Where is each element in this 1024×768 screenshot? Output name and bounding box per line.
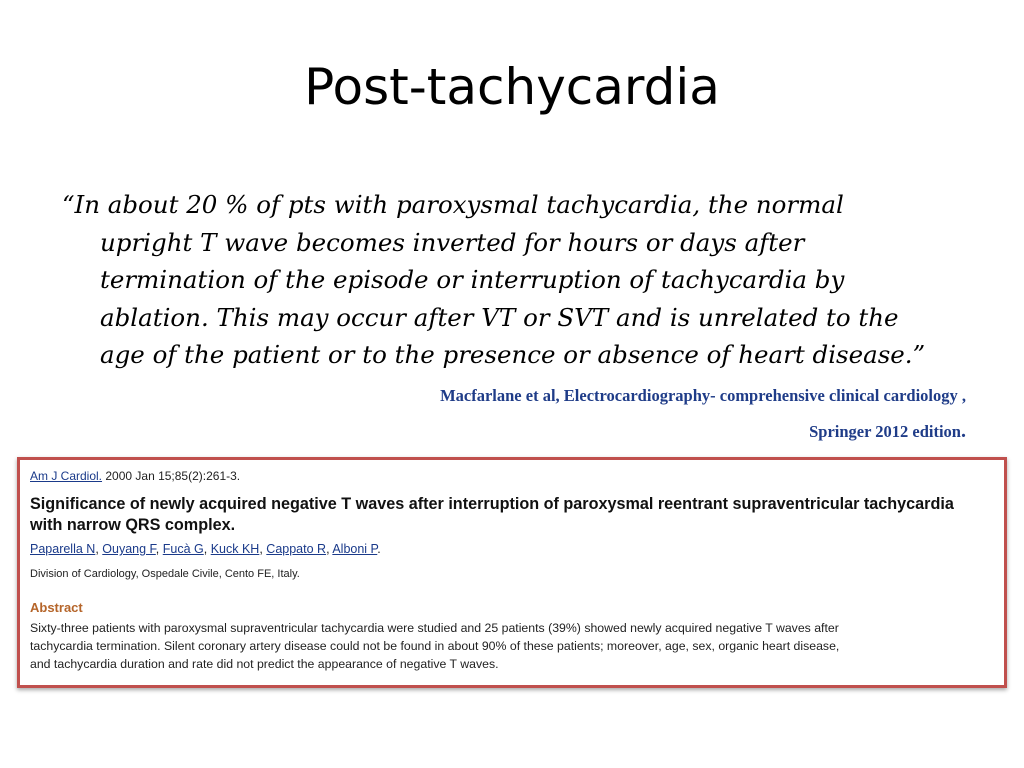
author-list (30, 542, 381, 556)
slide-title: Post-tachycardia (304, 58, 720, 116)
author-separator: , (155, 542, 163, 556)
citation-period: . (961, 420, 966, 442)
citation-line-2 (440, 414, 966, 449)
quote-line: “In about 20 % of pts with paroxysmal tachycardia, the normal (62, 190, 844, 219)
citation (440, 378, 966, 449)
author-link[interactable]: Kuck KH (210, 542, 260, 556)
abstract-text (30, 619, 1008, 673)
quote-line: ablation. This may occur after VT or SVT and is unrelated to the (100, 302, 899, 332)
journal-link[interactable]: Am J Cardiol. (30, 469, 103, 483)
abstract-heading: Abstract (30, 600, 83, 615)
abstract-line: and tachycardia duration and rate did not predict the appearance of negative T waves. (30, 657, 499, 671)
author-separator: , (95, 542, 103, 556)
affiliation: Division of Cardiology, Ospedale Civile, Cento FE, Italy. (30, 568, 300, 580)
author-link[interactable]: Alboni P (332, 542, 378, 556)
quote-line: age of the patient or to the presence or absence of heart disease.” (100, 340, 926, 369)
author-separator: , (326, 542, 333, 556)
abstract-line: Sixty-three patients with paroxysmal supraventricular tachycardia were studied and 25 patients (39%) showed newly acquired negative T waves after (30, 621, 839, 635)
author-link[interactable]: Fucà G (162, 542, 204, 556)
author-separator: , (203, 542, 211, 556)
journal-citation (30, 469, 240, 483)
article-title: Significance of newly acquired negative T waves after interruption of paroxysmal reentrant supraventricular tachycardia with narrow QRS complex. (30, 495, 954, 534)
quote-block (62, 186, 962, 374)
quote-line: upright T wave becomes inverted for hours or days after (100, 227, 805, 257)
author-link[interactable]: Cappato R (266, 542, 327, 556)
citation-line-1: Macfarlane et al, Electrocardiography- comprehensive clinical cardiology , (440, 386, 966, 405)
abstract-line: tachycardia termination. Silent coronary artery disease could not be found in about 90% of these patients; moreover, age, sex, organic heart disease, (30, 639, 840, 653)
authors-end: . (377, 542, 381, 556)
citation-edition: Springer 2012 edition (809, 422, 961, 441)
article-screenshot (17, 457, 1007, 688)
author-link[interactable]: Ouyang F (102, 542, 156, 556)
author-separator: , (259, 542, 267, 556)
author-link[interactable]: Paparella N (30, 542, 96, 556)
quote-line: termination of the episode or interruption of tachycardia by (100, 265, 845, 294)
journal-details: 2000 Jan 15;85(2):261-3. (102, 469, 241, 483)
